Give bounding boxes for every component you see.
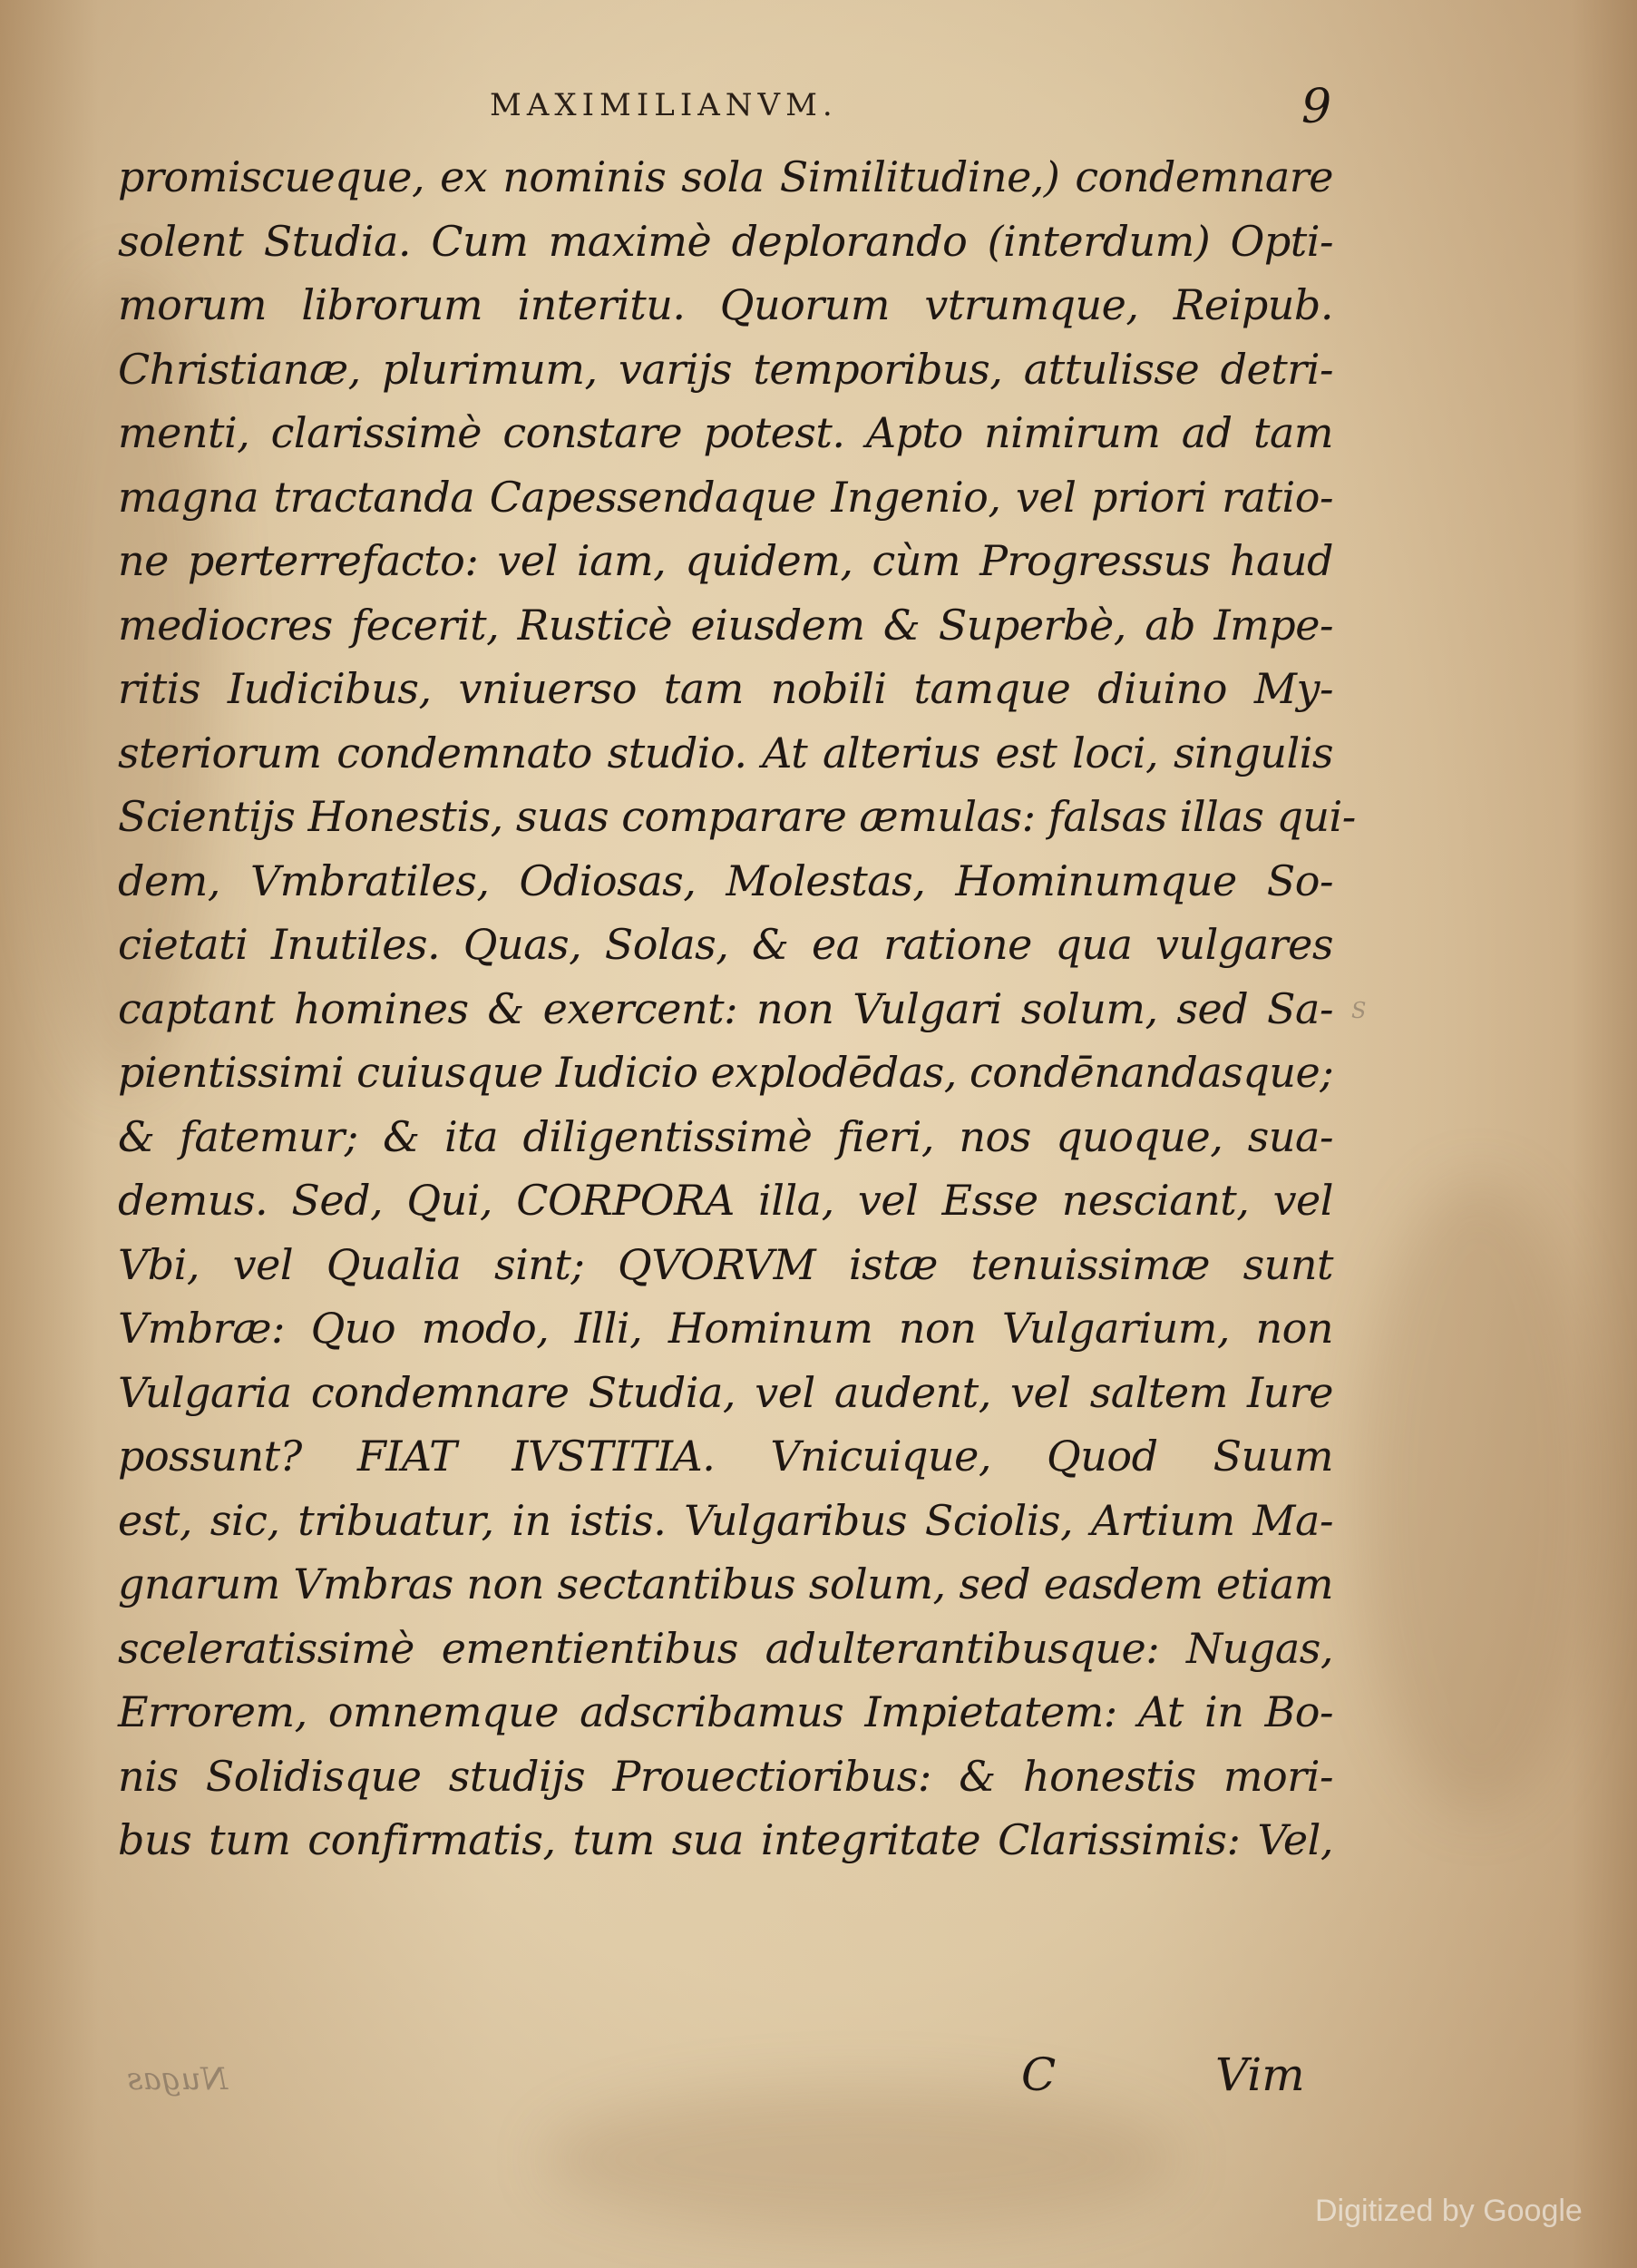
text-line: sceleratissimè ementientibus adulterantibusque: Nugas, xyxy=(118,1623,1333,1673)
catchword: Vim xyxy=(1215,2048,1305,2101)
signature-mark: C xyxy=(1021,2048,1057,2101)
page-number: 9 xyxy=(1301,80,1332,134)
text-line: Errorem, omnemque adscribamus Impietatem: At in Bo- xyxy=(118,1687,1333,1736)
text-line: est, sic, tribuatur, in istis. Vulgaribus Sciolis, Artium Ma- xyxy=(118,1495,1333,1545)
text-line: nis Solidisque studijs Prouectioribus: & honestis mori- xyxy=(118,1751,1333,1801)
text-line: magna tractanda Capessendaque Ingenio, vel priori ratio- xyxy=(118,472,1333,522)
running-head: MAXIMILIANVM. xyxy=(490,87,838,123)
text-line: demus. Sed, Qui, CORPORA illa, vel Esse nesciant, vel xyxy=(118,1176,1333,1225)
text-line: morum librorum interitu. Quorum vtrumque, Reipub. xyxy=(118,280,1333,329)
text-line: Vulgaria condemnare Studia, vel audent, vel saltem Iure xyxy=(118,1367,1333,1417)
text-line: promiscueque, ex nominis sola Similitudine,) condemnare xyxy=(118,152,1333,201)
page-header xyxy=(490,80,1397,134)
text-line: gnarum Vmbras non sectantibus solum, sed easdem etiam xyxy=(118,1559,1333,1608)
text-line: solent Studia. Cum maximè deplorando (interdum) Opti- xyxy=(118,216,1333,266)
text-line: dem, Vmbratiles, Odiosas, Molestas, Hominumque So- xyxy=(118,855,1333,905)
page-stain xyxy=(1360,1179,1596,1814)
text-line: Vbi, vel Qualia sint; QVORVM istæ tenuissimæ sunt xyxy=(118,1239,1333,1289)
text-line: bus tum confirmatis, tum sua integritate Clarissimis: Vel, xyxy=(118,1815,1333,1864)
page-footer xyxy=(118,2048,1333,2112)
text-line: steriorum condemnato studio. At alterius est loci, singulis xyxy=(118,728,1333,777)
body-text xyxy=(118,145,1356,1872)
text-line: ne perterrefacto: vel iam, quidem, cùm Progressus haud xyxy=(118,536,1333,585)
handwritten-note: Nugas xyxy=(127,2061,229,2097)
text-line: Vmbræ: Quo modo, Illi, Hominum non Vulgarium, non xyxy=(118,1304,1333,1353)
digitization-watermark: Digitized by Google xyxy=(1315,2194,1583,2228)
text-line: menti, clarissimè constare potest. Apto nimirum ad tam xyxy=(118,408,1333,457)
text-line: pientissimi cuiusque Iudicio explodēdas, condēnandasque; xyxy=(118,1048,1334,1097)
text-line: & fatemur; & ita diligentissimè fieri, nos quoque, sua- xyxy=(118,1111,1333,1161)
text-line: cietati Inutiles. Quas, Solas, & ea ratione qua vulgares xyxy=(118,920,1333,969)
text-line: mediocres fecerit, Rusticè eiusdem & Superbè, ab Impe- xyxy=(118,600,1333,650)
text-line: ritis Iudicibus, vniuerso tam nobili tamque diuino My- xyxy=(118,664,1333,713)
text-line: captant homines & exercent: non Vulgari solum, sed Sa- xyxy=(118,983,1333,1033)
text-line: possunt? FIAT IVSTITIA. Vnicuique, Quod Suum xyxy=(118,1432,1333,1481)
margin-note: S xyxy=(1351,998,1367,1023)
text-line: Scientijs Honestis, suas comparare æmulas: falsas illas qui- xyxy=(118,792,1356,841)
text-line: Christianæ, plurimum, varijs temporibus, attulisse detri- xyxy=(118,344,1333,394)
